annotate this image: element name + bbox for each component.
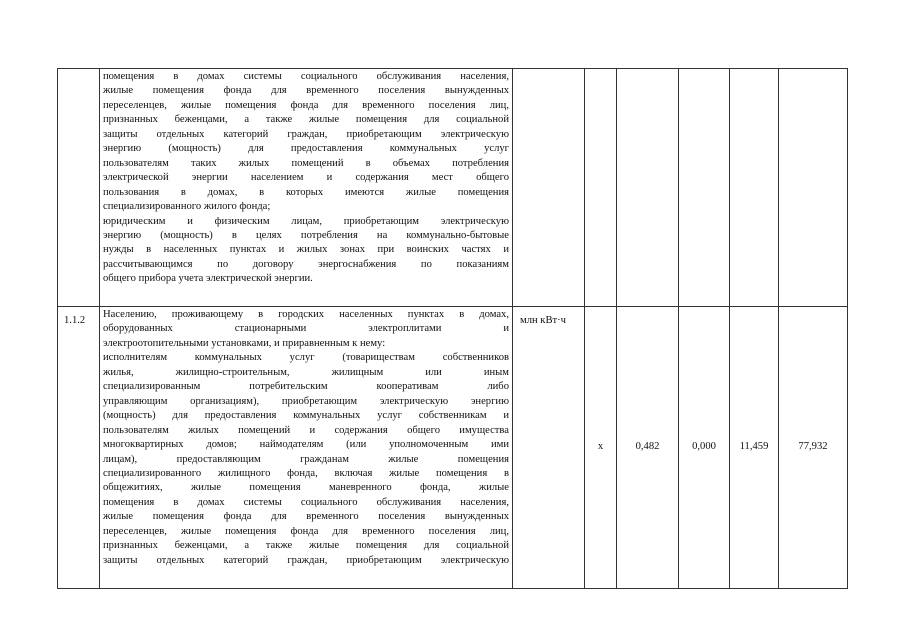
description-line: специализированным потребительским кооперативам либо bbox=[103, 381, 509, 393]
description-line: общежитиях, жилые помещения маневренного фонда, жилые bbox=[103, 482, 509, 494]
value-cell bbox=[779, 69, 848, 307]
value-cell bbox=[585, 69, 617, 307]
value-cell: 0,000 bbox=[679, 307, 730, 589]
row-number: 1.1.2 bbox=[58, 307, 100, 589]
description-line: пользования в домах, в которых имеются жилые помещения bbox=[103, 186, 509, 198]
description-line: оборудованных стационарными электроплитами и bbox=[103, 323, 509, 335]
description-line: специализированного жилищного фонда, включая жилые помещения в bbox=[103, 467, 509, 479]
description-line: многоквартирных домов; наймодателям (или уполномоченным ими bbox=[103, 439, 509, 451]
description-line: Населению, проживающему в городских населенных пунктах в домах, bbox=[103, 309, 509, 320]
value-cell bbox=[730, 69, 779, 307]
description-line: помещения в домах системы социального обслуживания населения, bbox=[103, 71, 509, 82]
description-line: энергию (мощность) в целях потребления на коммунально-бытовые bbox=[103, 229, 509, 241]
description-line: пользователям таких жилых помещений в объемах потребления bbox=[103, 157, 509, 169]
description-line: специализированного жилого фонда; bbox=[103, 201, 271, 213]
value-cell: 77,932 bbox=[779, 307, 848, 589]
description-line: жилые помещения фонда для временного поселения вынужденных bbox=[103, 511, 509, 523]
value-cell: 0,482 bbox=[617, 307, 679, 589]
value-cell bbox=[617, 69, 679, 307]
description-line: (мощность) для предоставления коммунальных услуг собственникам и bbox=[103, 410, 509, 422]
row-description bbox=[100, 69, 513, 307]
description-line: исполнителям коммунальных услуг (товариществам собственников bbox=[103, 352, 509, 364]
row-unit bbox=[513, 69, 585, 307]
description-line: переселенцев, жилые помещения фонда для временного поселения лиц, bbox=[103, 99, 509, 111]
description-line: жилья, жилищно-строительным, жилищным или иным bbox=[103, 366, 509, 378]
row-unit: млн кВт·ч bbox=[513, 307, 585, 589]
table-row bbox=[58, 69, 848, 307]
description-line: лицам), предоставляющим гражданам жилые помещения bbox=[103, 453, 509, 465]
description-line: электроотопительными установками, и приравненным к нему: bbox=[103, 337, 386, 349]
description-line: пользователям жилых помещений и содержания общего имущества bbox=[103, 424, 509, 436]
row-number bbox=[58, 69, 100, 307]
row-description bbox=[100, 307, 513, 589]
table-row bbox=[58, 307, 848, 589]
description-line: рассчитывающимся по договору энергоснабжения по показаниям bbox=[103, 258, 509, 270]
description-line: жилые помещения фонда для временного поселения вынужденных bbox=[103, 85, 509, 97]
description-line: нужды в населенных пунктах и жилых зонах при воинских частях и bbox=[103, 244, 509, 256]
description-line: помещения в домах системы социального обслуживания населения, bbox=[103, 496, 509, 508]
description-line: признанных беженцами, а также жилые помещения для социальной bbox=[103, 540, 509, 552]
tariff-table bbox=[57, 68, 848, 589]
description-line: защиты отдельных категорий граждан, приобретающим электрическую bbox=[103, 128, 509, 140]
description-line: энергию (мощность) для предоставления коммунальных услуг bbox=[103, 143, 509, 155]
description-line: защиты отдельных категорий граждан, приобретающим электрическую bbox=[103, 554, 509, 566]
value-cell: х bbox=[585, 307, 617, 589]
description-line: признанных беженцами, а также жилые помещения для социальной bbox=[103, 114, 509, 126]
description-line: юридическим и физическим лицам, приобретающим электрическую bbox=[103, 215, 509, 227]
description-line: переселенцев, жилые помещения фонда для временного поселения лиц, bbox=[103, 525, 509, 537]
description-line: электрической энергии населением и содержания мест общего bbox=[103, 172, 509, 184]
description-line: управляющим организациям), приобретающим электрическую энергию bbox=[103, 395, 509, 407]
description-line: общего прибора учета электрической энергии. bbox=[103, 273, 313, 285]
value-cell: 11,459 bbox=[730, 307, 779, 589]
value-cell bbox=[679, 69, 730, 307]
